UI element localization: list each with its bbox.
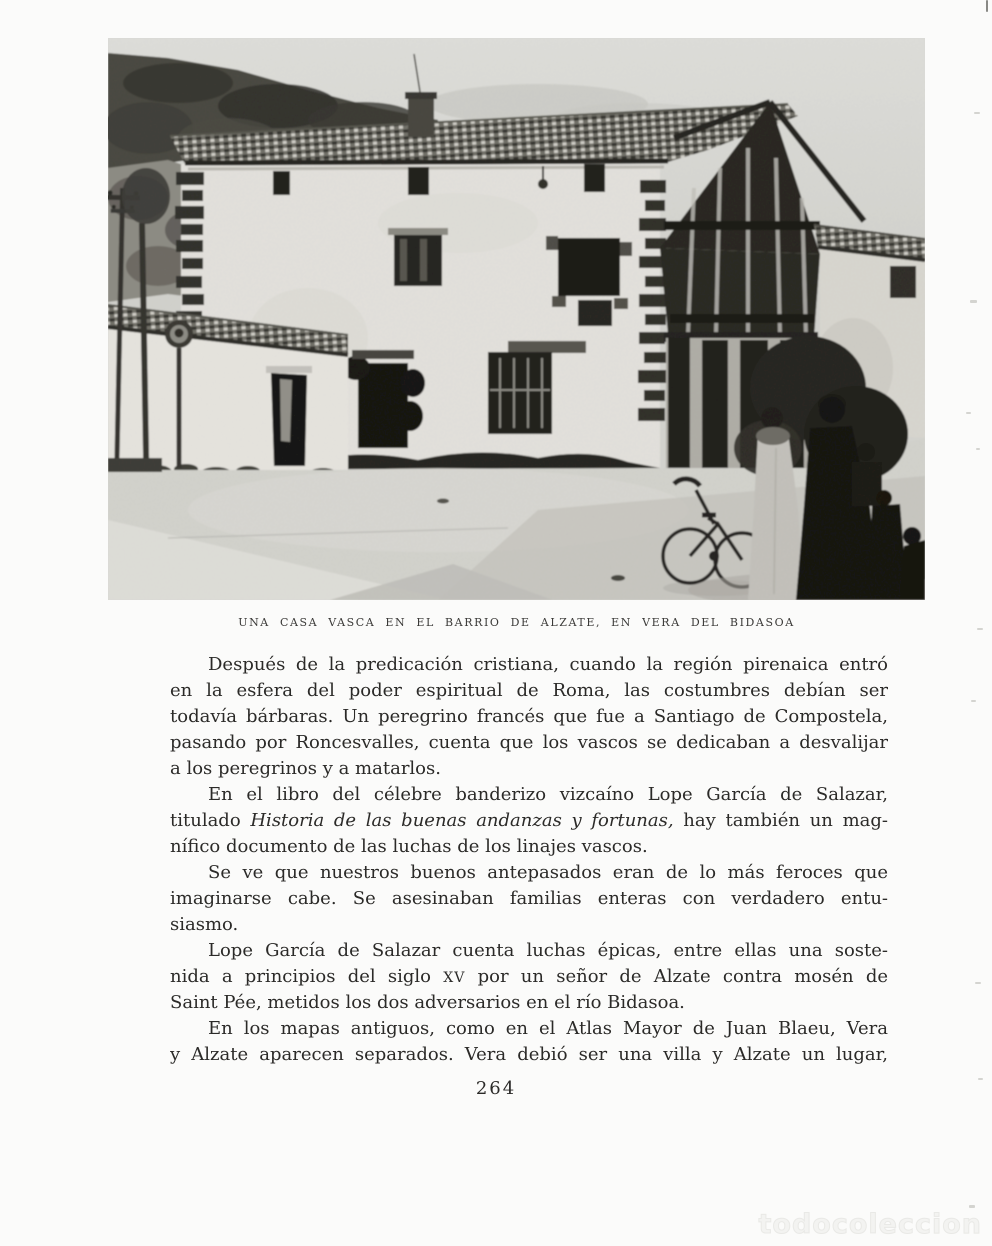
photo-illustration <box>108 38 925 600</box>
photo-caption: UNA CASA VASCA EN EL BARRIO DE ALZATE, EN VERA DEL BIDASOA <box>238 616 795 629</box>
text-line: y Alzate aparecen separados. Vera debió ser una villa y Alzate un lugar, <box>170 1044 888 1065</box>
text-line: todavía bárbaras. Un peregrino francés que fue a Santiago de Compostela, <box>170 706 888 727</box>
text-line: Se ve que nuestros buenos antepasados eran de lo más feroces que <box>208 862 888 883</box>
text-line: titulado Historia de las buenas andanzas y fortunas, hay también un mag- <box>170 810 888 831</box>
text-line: siasmo. <box>170 914 239 935</box>
text-block <box>170 652 888 1068</box>
text-line: nífico documento de las luchas de los linajes vascos. <box>170 836 648 857</box>
text-line: nida a principios del siglo XV por un señor de Alzate contra mosén de <box>170 966 888 987</box>
text-line: en la esfera del poder espiritual de Roma, las costumbres debían ser <box>170 680 888 701</box>
text-line: pasando por Roncesvalles, cuenta que los vascos se dedicaban a desvalijar <box>170 732 888 753</box>
text-line: En los mapas antiguos, como en el Atlas Mayor de Juan Blaeu, Vera <box>208 1018 888 1039</box>
text-line: Saint Pée, metidos los dos adversarios en el río Bidasoa. <box>170 992 685 1013</box>
text-line: imaginarse cabe. Se asesinaban familias enteras con verdadero entu- <box>170 888 888 909</box>
text-line: a los peregrinos y a matarlos. <box>170 758 441 779</box>
page-number: 264 <box>475 1078 517 1099</box>
text-line: En el libro del célebre banderizo vizcaíno Lope García de Salazar, <box>208 784 888 805</box>
page-number-row <box>0 1078 992 1099</box>
text-line: Lope García de Salazar cuenta luchas épicas, entre ellas una soste- <box>208 940 888 961</box>
photo-basque-house <box>108 38 925 600</box>
text-line: Después de la predicación cristiana, cuando la región pirenaica entró <box>208 654 888 675</box>
watermark: todocoleccion <box>758 1209 982 1240</box>
